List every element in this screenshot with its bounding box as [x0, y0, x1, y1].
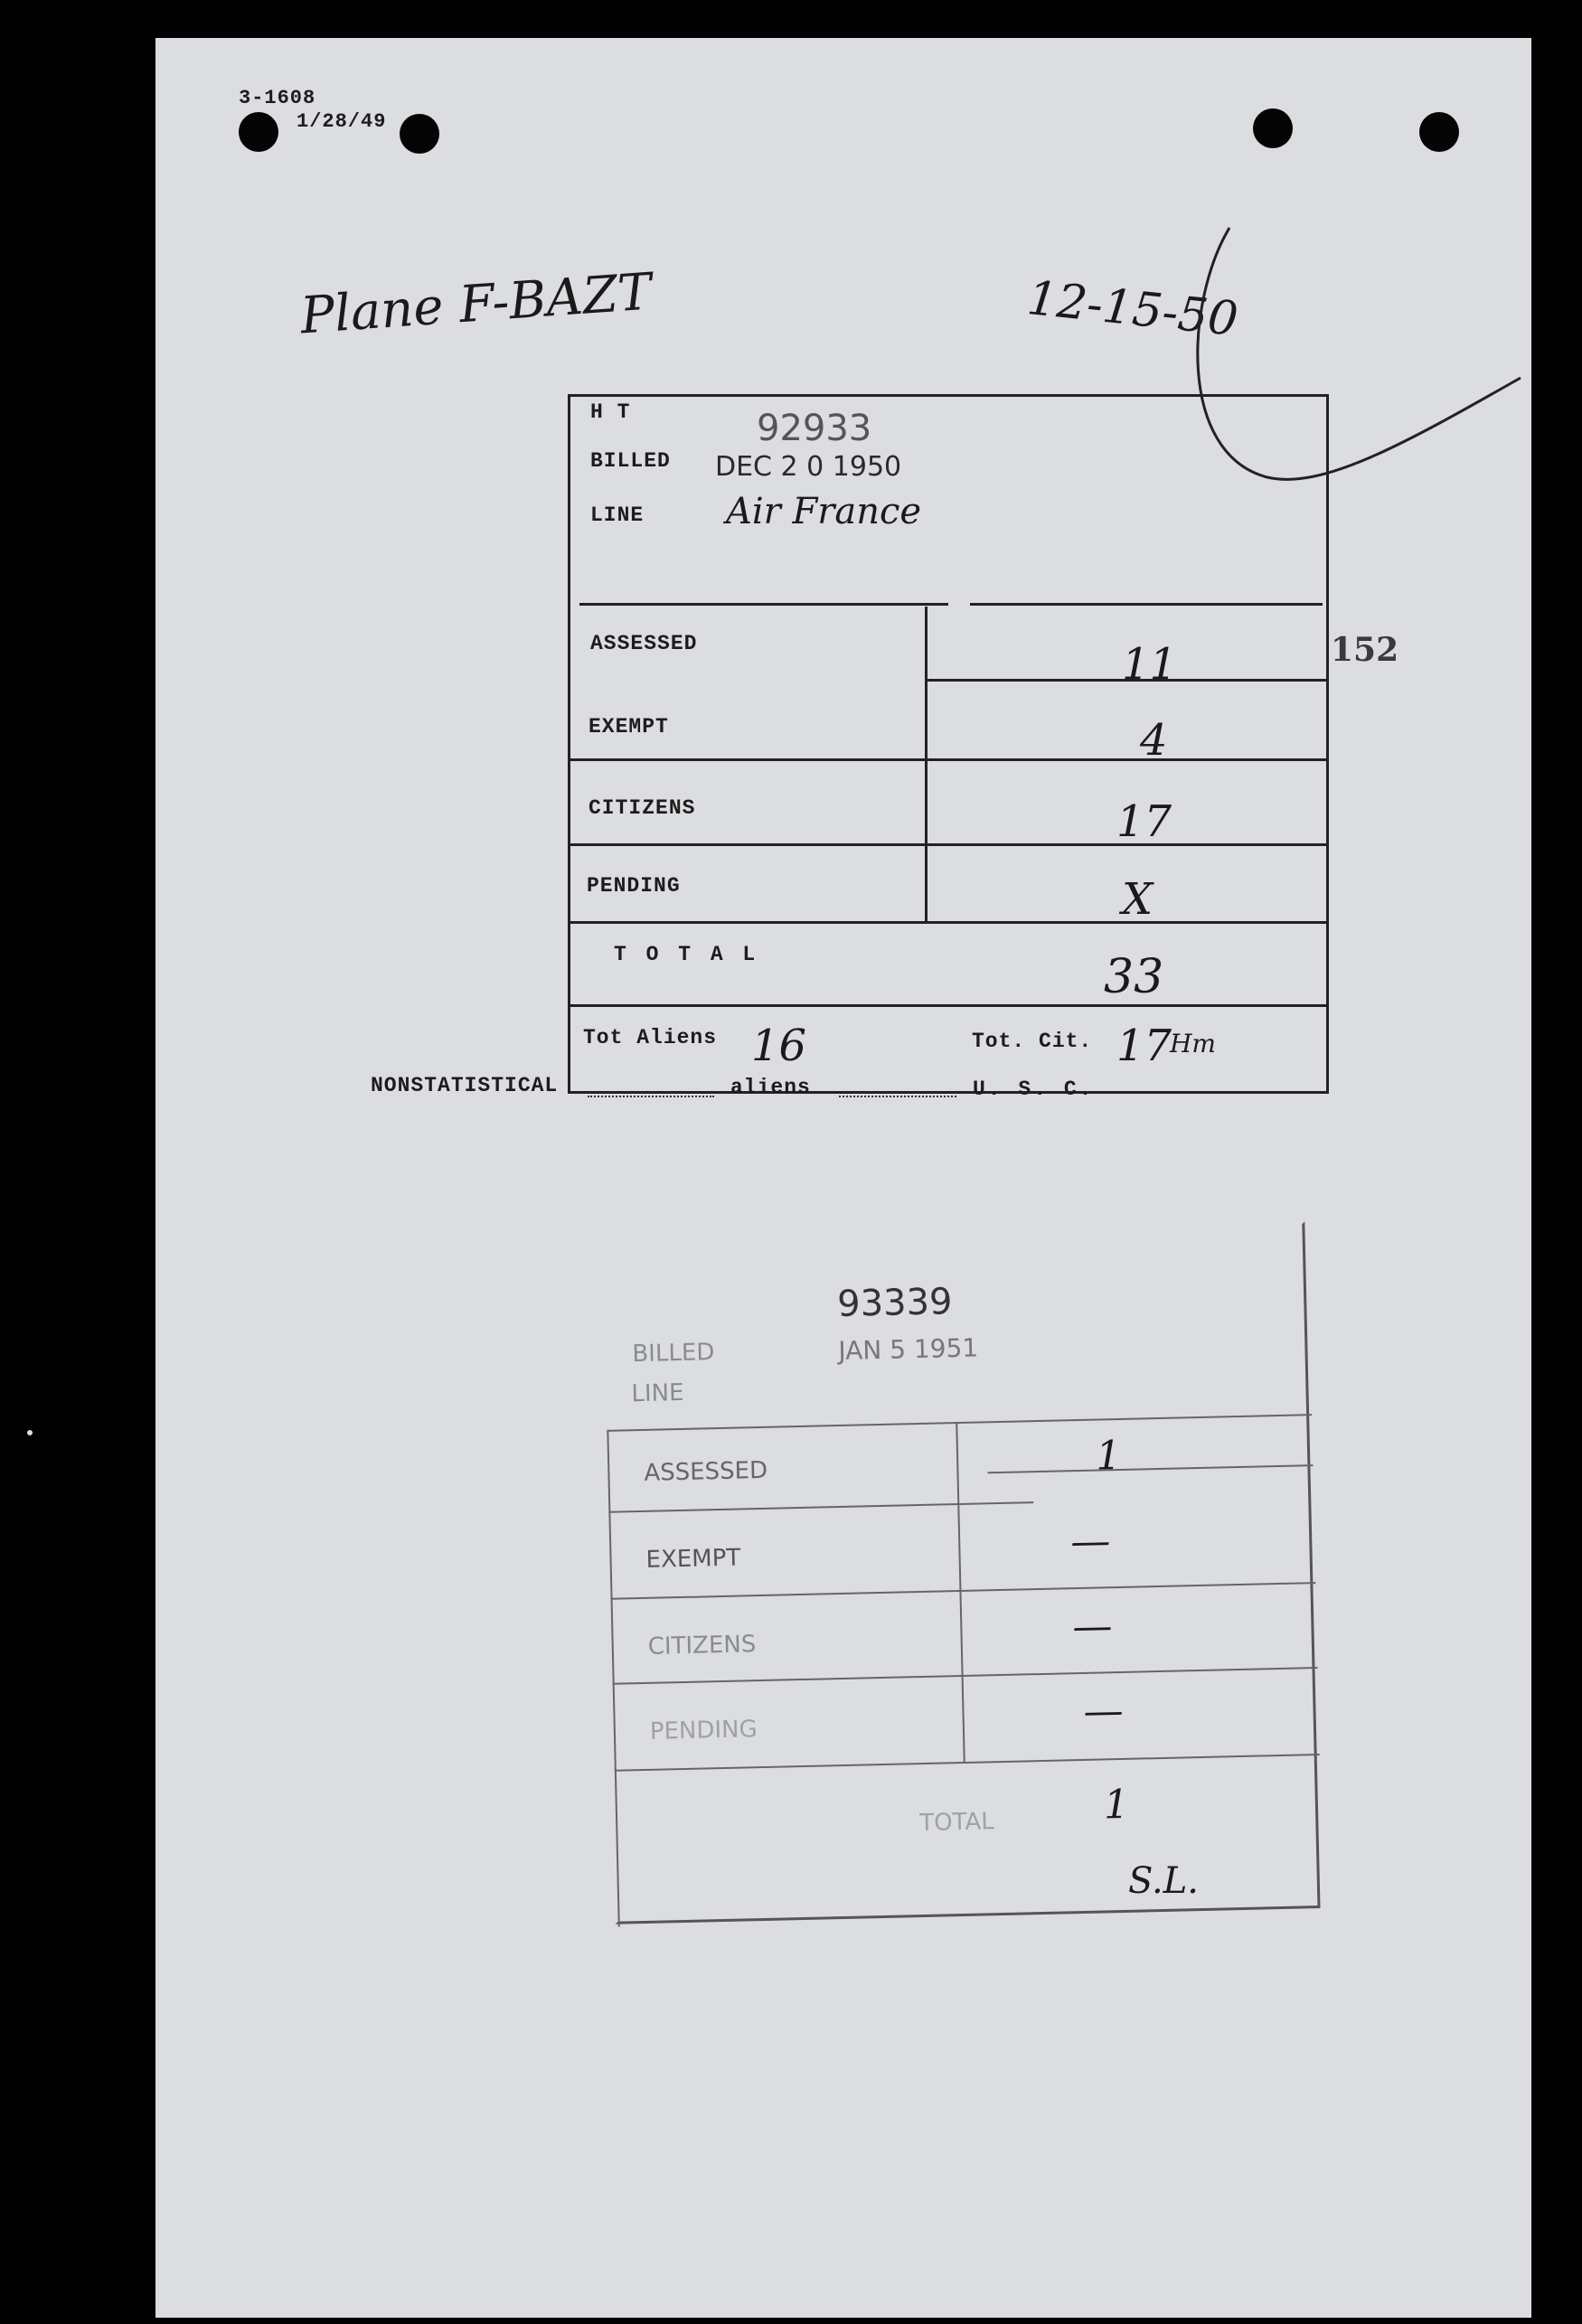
manifest-form-1 [568, 394, 1329, 1094]
initials-1: Hm [1170, 1029, 1216, 1059]
citizens-label: CITIZENS [647, 1631, 757, 1661]
punch-hole [1419, 112, 1459, 152]
line-value: Air France [726, 491, 922, 532]
total-label: TOTAL [918, 1808, 995, 1838]
billed-label: BILLED [632, 1339, 715, 1369]
exempt-value: 4 [1140, 715, 1168, 766]
aliens-label: aliens [730, 1076, 811, 1099]
citizens-value: 17 [1116, 796, 1172, 847]
assessed-value: 1 [1095, 1432, 1122, 1480]
date-written: 12-15-50 [1024, 270, 1241, 348]
serial-number: 93339 [836, 1281, 953, 1325]
punch-hole [400, 114, 439, 154]
manifest-form-2 [599, 1221, 1320, 1924]
form-number: 3-1608 [239, 87, 316, 109]
tot-cit-value: 17 [1116, 1021, 1172, 1071]
pending-value: X [1122, 874, 1154, 925]
tot-aliens-value: 16 [751, 1021, 807, 1071]
serial-number: 92933 [757, 408, 872, 449]
assessed-label: ASSESSED [590, 632, 698, 655]
exempt-label: EXEMPT [589, 715, 669, 739]
assessed-label: ASSESSED [644, 1456, 768, 1487]
ht-label: H T [590, 400, 631, 424]
billed-date: JAN 5 1951 [838, 1332, 979, 1366]
assessed-value: 11 [1122, 639, 1178, 690]
initials-2: S.L. [1128, 1860, 1199, 1902]
citizens-value: — [1071, 1603, 1113, 1651]
total-value: 33 [1104, 950, 1164, 1004]
billed-label: BILLED [590, 449, 671, 473]
document-page [155, 38, 1531, 2318]
exempt-value: — [1069, 1518, 1111, 1566]
punch-hole [1253, 108, 1293, 148]
pending-label: PENDING [649, 1716, 758, 1745]
pending-label: PENDING [587, 874, 681, 898]
page-number: 152 [1331, 631, 1399, 669]
total-value: 1 [1103, 1781, 1130, 1829]
scan-speck [27, 1430, 33, 1435]
exempt-label: EXEMPT [645, 1544, 741, 1574]
usc-label: U. S. C. [973, 1077, 1095, 1101]
line-label: LINE [631, 1378, 684, 1408]
plane-label: Plane F-BAZT [298, 262, 654, 346]
pending-value: — [1082, 1687, 1125, 1735]
line-label: LINE [590, 503, 645, 527]
tot-cit-label: Tot. Cit. [972, 1030, 1093, 1053]
nonstatistical-label: NONSTATISTICAL [371, 1074, 559, 1097]
total-label: T O T A L [614, 943, 759, 966]
billed-date: DEC 2 0 1950 [715, 451, 902, 483]
citizens-label: CITIZENS [589, 796, 696, 820]
aliens-blank [588, 1096, 714, 1097]
punch-hole [239, 112, 278, 152]
form-date: 1/28/49 [297, 110, 387, 133]
usc-blank [839, 1096, 956, 1097]
tot-aliens-label: Tot Aliens [583, 1026, 718, 1049]
